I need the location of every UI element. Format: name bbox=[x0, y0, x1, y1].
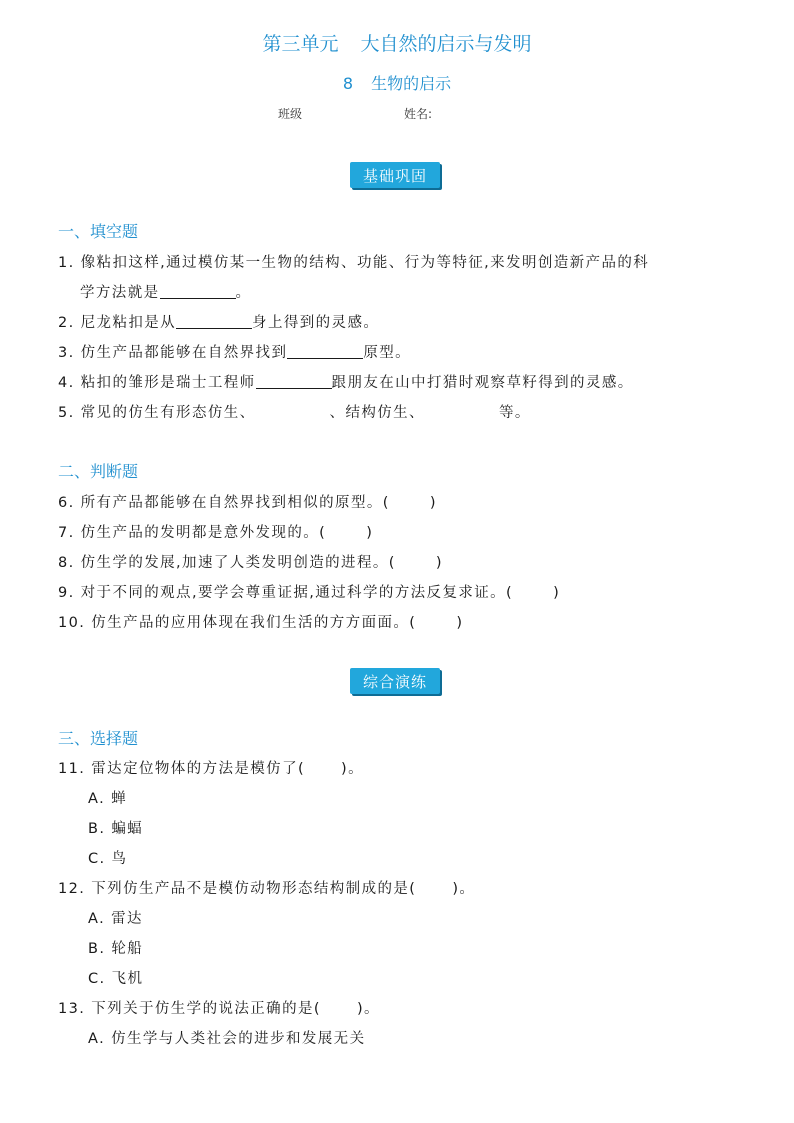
section-true-false-title: 二、判断题 bbox=[58, 462, 139, 481]
question-8: 8. 仿生学的发展,加速了人类发明创造的进程。( ) bbox=[58, 555, 443, 571]
lesson-number: 8 bbox=[342, 74, 354, 93]
unit-label: 第三单元 bbox=[262, 33, 339, 55]
question-6: 6. 所有产品都能够在自然界找到相似的原型。( ) bbox=[58, 495, 437, 511]
unit-title bbox=[0, 29, 794, 56]
banner-basic: 基础巩固 bbox=[350, 162, 440, 188]
question-11-option-a[interactable]: A. 蝉 bbox=[88, 791, 127, 807]
section-multiple-choice-title: 三、选择题 bbox=[58, 729, 139, 748]
question-12-option-a[interactable]: A. 雷达 bbox=[88, 911, 143, 927]
question-11-option-c[interactable]: C. 鸟 bbox=[88, 851, 128, 867]
question-2: 2. 尼龙粘扣是从 身上得到的灵感。 bbox=[58, 315, 380, 331]
question-9: 9. 对于不同的观点,要学会尊重证据,通过科学的方法反复求证。( ) bbox=[58, 585, 561, 601]
answer-blank[interactable] bbox=[256, 374, 332, 389]
unit-name: 大自然的启示与发明 bbox=[360, 33, 532, 55]
question-11-option-b[interactable]: B. 蝙蝠 bbox=[88, 821, 144, 837]
question-3: 3. 仿生产品都能够在自然界找到 原型。 bbox=[58, 345, 412, 361]
answer-blank[interactable] bbox=[287, 344, 363, 359]
lesson-name: 生物的启示 bbox=[371, 74, 452, 93]
question-1-line-1: 1. 像粘扣这样,通过模仿某一生物的结构、功能、行为等特征,来发明创造新产品的科 bbox=[58, 255, 650, 271]
question-12: 12. 下列仿生产品不是模仿动物形态结构制成的是( )。 bbox=[58, 881, 476, 897]
answer-blank[interactable] bbox=[176, 314, 252, 329]
lesson-title bbox=[0, 71, 794, 94]
name-label: 姓名: bbox=[404, 107, 433, 121]
question-12-option-b[interactable]: B. 轮船 bbox=[88, 941, 144, 957]
question-12-option-c[interactable]: C. 飞机 bbox=[88, 971, 144, 987]
question-11: 11. 雷达定位物体的方法是模仿了( )。 bbox=[58, 761, 364, 777]
question-7: 7. 仿生产品的发明都是意外发现的。( ) bbox=[58, 525, 374, 541]
banner-comprehensive: 综合演练 bbox=[350, 668, 440, 694]
question-13-option-a[interactable]: A. 仿生学与人类社会的进步和发展无关 bbox=[88, 1031, 366, 1047]
question-13: 13. 下列关于仿生学的说法正确的是( )。 bbox=[58, 1001, 380, 1017]
question-4: 4. 粘扣的雏形是瑞士工程师 跟朋友在山中打猎时观察草籽得到的灵感。 bbox=[58, 375, 634, 391]
section-fill-blank-title: 一、填空题 bbox=[58, 222, 139, 241]
question-10: 10. 仿生产品的应用体现在我们生活的方方面面。( ) bbox=[58, 615, 464, 631]
question-5: 5. 常见的仿生有形态仿生、 、结构仿生、 等。 bbox=[58, 405, 531, 421]
class-label: 班级 bbox=[278, 107, 303, 121]
question-1-line-2: 学方法就是 。 bbox=[80, 285, 252, 301]
answer-blank[interactable] bbox=[160, 284, 236, 299]
